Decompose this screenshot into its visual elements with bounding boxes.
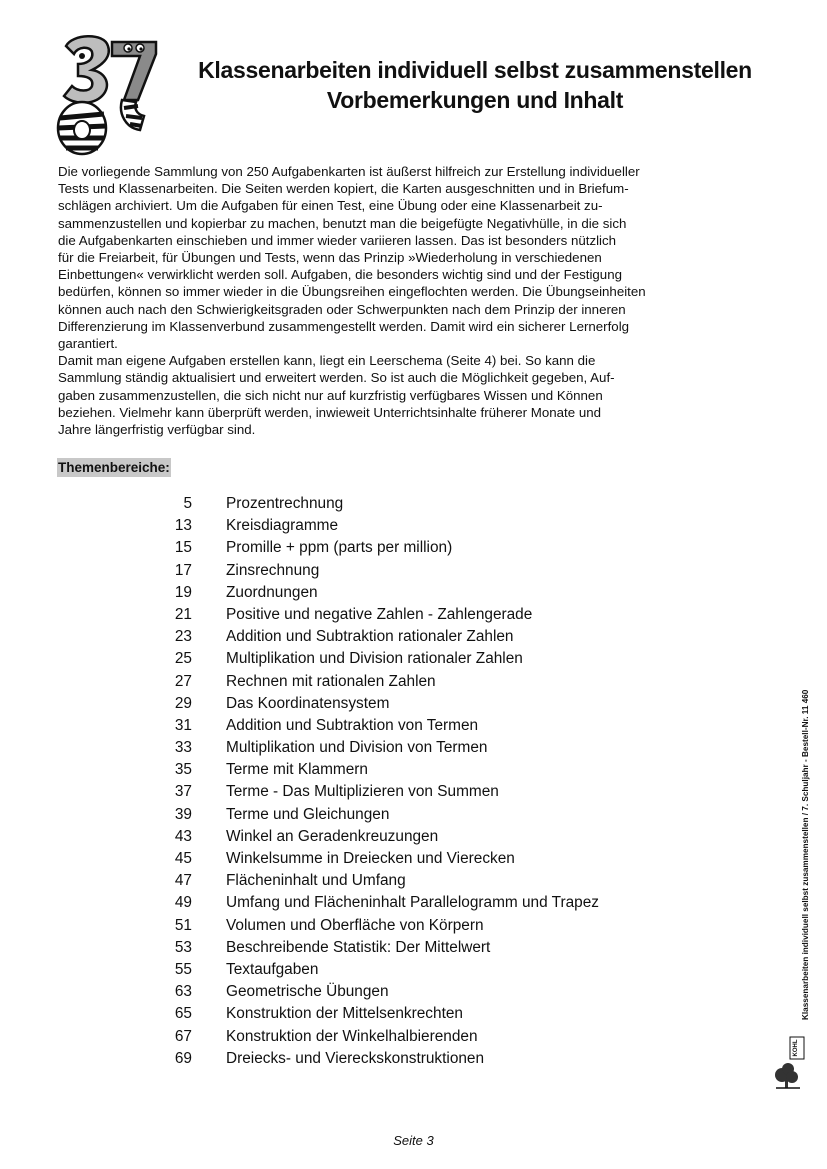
toc-row	[0, 1026, 760, 1048]
toc-row	[0, 715, 760, 737]
toc-title: Dreiecks- und Viereckskonstruktionen	[226, 1049, 485, 1067]
toc-title: Kreisdiagramme	[226, 517, 339, 535]
logo-number-characters-icon	[52, 30, 162, 160]
toc-row	[0, 915, 760, 937]
toc-title: Konstruktion der Winkelhalbierenden	[226, 1027, 478, 1045]
toc-row	[0, 959, 760, 981]
toc-page: 55	[174, 960, 192, 978]
title-line-2: Vorbemerkungen und Inhalt	[326, 87, 624, 113]
toc-title: Promille + ppm (parts per million)	[226, 539, 453, 557]
toc-row	[0, 560, 760, 582]
publisher-logo-text: KOHL	[793, 1039, 799, 1057]
intro-line: bedürfen, können so immer wieder in die Übungsreihen eingeflochten werden. Die Übungseinheiten	[58, 284, 646, 300]
side-imprint	[786, 600, 816, 1100]
intro-line: Tests und Klassenarbeiten. Die Seiten werden kopiert, die Karten ausgeschnitten und in Briefum-	[58, 181, 629, 197]
intro-paragraph	[58, 163, 758, 438]
intro-line: Jahre längerfristig verfügbar sind.	[58, 422, 256, 438]
intro-line: Sammlung ständig aktualisiert und erweitert werden. So ist auch die Möglichkeit gegeben, Auf-	[58, 370, 615, 386]
toc-title: Zinsrechnung	[226, 561, 320, 579]
toc-row	[0, 737, 760, 759]
toc-title: Addition und Subtraktion von Termen	[226, 716, 479, 734]
toc-title: Positive und negative Zahlen - Zahlengerade	[226, 605, 533, 623]
intro-line: Differenzierung im Klassenverbund zusammengestellt werden. Damit wird ein sicherer Lernerfolg	[58, 318, 630, 334]
toc-title: Das Koordinatensystem	[226, 694, 390, 712]
toc-row	[0, 848, 760, 870]
intro-line: können auch nach den Schwierigkeitsgraden oder Schwerpunkten nach dem Prinzip der inneren	[58, 301, 626, 317]
toc-page: 29	[174, 694, 192, 712]
themen-list	[0, 493, 760, 1070]
toc-page: 33	[174, 739, 192, 757]
intro-line: garantiert.	[58, 336, 118, 352]
toc-page: 67	[174, 1027, 192, 1045]
toc-title: Volumen und Oberfläche von Körpern	[226, 916, 484, 934]
toc-page: 19	[174, 583, 192, 601]
intro-line: Damit man eigene Aufgaben erstellen kann, liegt ein Leerschema (Seite 4) bei. So kann die	[58, 353, 596, 369]
themen-heading: Themenbereiche:	[58, 460, 170, 475]
toc-row	[0, 826, 760, 848]
toc-row	[0, 892, 760, 914]
toc-row	[0, 759, 760, 781]
toc-title: Winkelsumme in Dreiecken und Vierecken	[226, 850, 515, 867]
toc-title: Addition und Subtraktion rationaler Zahlen	[226, 628, 514, 646]
toc-title: Terme - Das Multiplizieren von Summen	[226, 783, 499, 801]
toc-row	[0, 626, 760, 648]
toc-row	[0, 1003, 760, 1025]
intro-line: beziehen. Vielmehr kann überprüft werden, inwieweit Unterrichtsinhalte früherer Monate und	[58, 404, 602, 420]
toc-row	[0, 937, 760, 959]
toc-row	[0, 537, 760, 559]
toc-title: Rechnen mit rationalen Zahlen	[226, 672, 436, 690]
intro-line: sammenzustellen und kopierbar zu machen, benutzt man die beigefügte Negativhülle, in die sich	[58, 215, 627, 231]
toc-row	[0, 693, 760, 715]
intro-line: Die vorliegende Sammlung von 250 Aufgabenkarten ist äußerst hilfreich zur Erstellung individueller	[58, 164, 640, 179]
toc-page: 43	[174, 827, 192, 845]
toc-row	[0, 604, 760, 626]
toc-page: 15	[174, 539, 192, 557]
toc-row	[0, 870, 760, 892]
toc-page: 69	[174, 1049, 192, 1067]
toc-title: Flächeninhalt und Umfang	[226, 872, 406, 890]
toc-row	[0, 781, 760, 803]
toc-title: Geometrische Übungen	[226, 983, 389, 1001]
intro-line: gaben zusammenzustellen, die sich nicht nur auf kurzfristig verfügbares Wissen und Können	[58, 387, 603, 403]
toc-page: 65	[174, 1005, 192, 1023]
page-number: Seite 3	[393, 1133, 434, 1148]
toc-row	[0, 515, 760, 537]
toc-title: Terme mit Klammern	[226, 761, 368, 779]
toc-title: Beschreibende Statistik: Der Mittelwert	[226, 938, 491, 956]
page-title	[160, 55, 790, 115]
intro-line: die Aufgabenkarten einschieben und immer wieder variieren lassen. Das ist besonders nützlich	[58, 232, 617, 248]
toc-page: 39	[174, 805, 192, 823]
toc-row	[0, 804, 760, 826]
toc-page: 53	[174, 938, 192, 956]
toc-page: 35	[174, 761, 192, 779]
toc-page: 23	[174, 628, 192, 646]
intro-line: für die Freiarbeit, für Übungen und Tests, wenn das Prinzip »Wiederholung in verschiedenen	[58, 250, 602, 266]
toc-title: Winkel an Geradenkreuzungen	[226, 827, 439, 845]
toc-row	[0, 582, 760, 604]
toc-page: 25	[174, 650, 192, 668]
toc-row	[0, 493, 760, 515]
toc-title: Umfang und Flächeninhalt Parallelogramm und Trapez	[226, 894, 599, 912]
toc-page: 47	[174, 872, 192, 890]
toc-title: Prozentrechnung	[226, 495, 344, 512]
toc-page: 63	[174, 983, 192, 1001]
toc-title: Textaufgaben	[226, 960, 319, 978]
toc-row	[0, 981, 760, 1003]
toc-title: Konstruktion der Mittelsenkrechten	[226, 1005, 463, 1023]
side-imprint-text: Klassenarbeiten individuell selbst zusammenstellen / 7. Schuljahr - Bestell-Nr. 11 460	[801, 689, 810, 1020]
toc-page: 51	[174, 916, 192, 934]
toc-row	[0, 671, 760, 693]
toc-page: 5	[183, 495, 192, 512]
title-line-1: Klassenarbeiten individuell selbst zusammenstellen	[198, 57, 752, 83]
toc-title: Multiplikation und Division rationaler Zahlen	[226, 650, 523, 668]
toc-page: 37	[174, 783, 192, 801]
toc-page: 17	[174, 561, 192, 579]
toc-title: Terme und Gleichungen	[226, 805, 390, 823]
intro-line: schlägen archiviert. Um die Aufgaben für einen Test, eine Übung oder eine Klassenarbeit zu-	[58, 198, 603, 214]
toc-page: 21	[174, 605, 192, 623]
toc-row	[0, 648, 760, 670]
toc-title: Multiplikation und Division von Termen	[226, 739, 488, 757]
toc-page: 13	[174, 517, 192, 535]
toc-page: 49	[174, 894, 192, 912]
publisher-tree-logo-icon	[772, 1035, 812, 1090]
toc-page: 45	[174, 850, 192, 867]
toc-row	[0, 1048, 760, 1070]
toc-page: 31	[174, 716, 192, 734]
toc-title: Zuordnungen	[226, 583, 318, 601]
intro-line: Einbettungen« verwirklicht werden soll. Aufgaben, die besonders wichtig sind und der Festigung	[58, 267, 622, 283]
toc-page: 27	[174, 672, 192, 690]
